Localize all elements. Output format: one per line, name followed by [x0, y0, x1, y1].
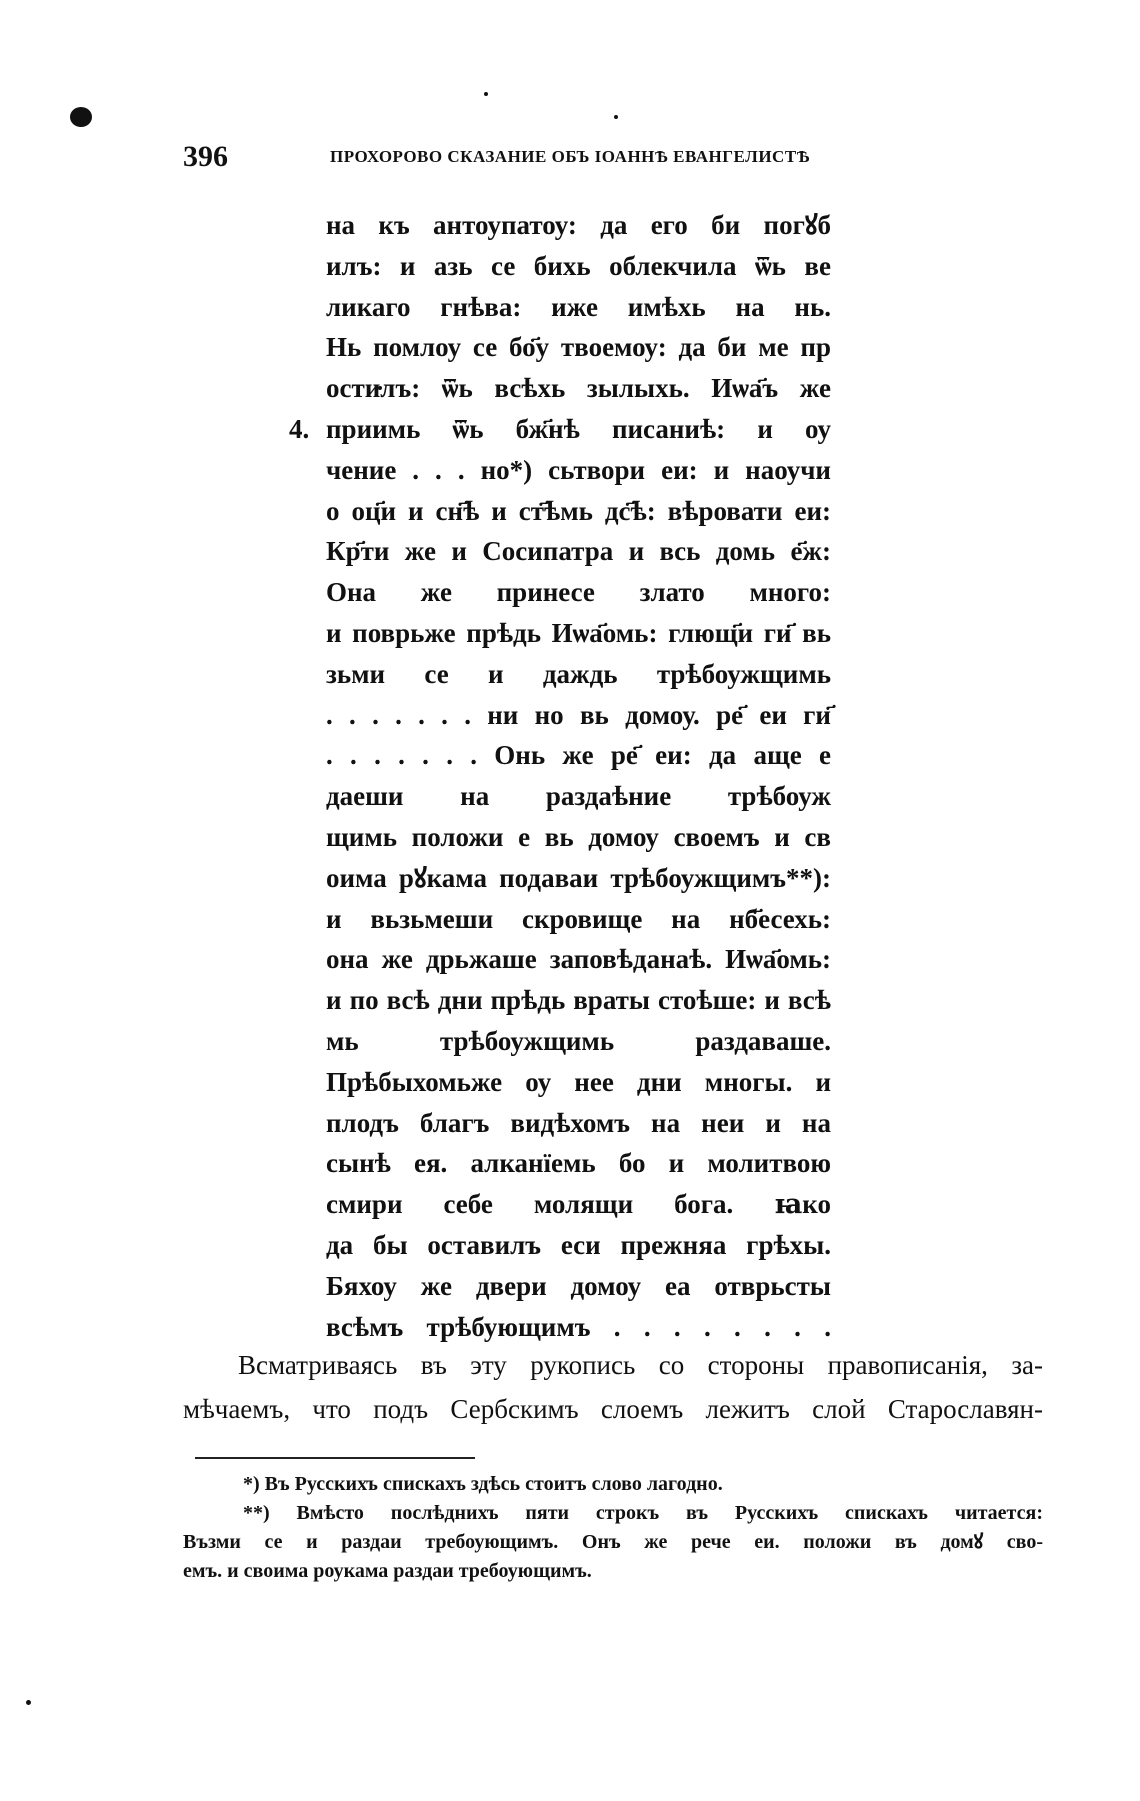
- quote-line: Бяхоу же двери домоу еа отврьсты: [326, 1270, 831, 1301]
- footnote-2-line: **) Вмѣсто послѣднихъ пяти строкъ въ Русскихъ спискахъ читается:: [243, 1502, 1043, 1524]
- quote-line: . . . . . . . ни но вь домоу. ре҃ еи ги҃: [326, 699, 831, 730]
- footnote-1: *) Въ Русскихъ спискахъ здѣсь стоитъ слово лагодно.: [243, 1473, 723, 1495]
- quote-line: Нь помлоу се бо҃у твоемоу: да би ме пр: [326, 332, 831, 363]
- quote-line-numbered: [289, 409, 831, 450]
- body-paragraph: [183, 1343, 1043, 1431]
- quote-line-text: приимь ѿь бж҃нѣ писаниѣ: и оу: [326, 413, 831, 444]
- quote-line: и вьзьмеши скровище на нб҃есехь:: [326, 903, 831, 934]
- quote-line: даеши на раздаѣние трѣбоуж: [326, 781, 831, 812]
- quote-line: и поврьже прѣдь Иѡа҃омь: глющ҃и ги҃ вь: [326, 617, 831, 648]
- quote-line: она же дрьжаше заповѣданаѣ. Иѡа҃омь:: [326, 944, 831, 975]
- quote-line: да бы оставилъ еси прежняа грѣхы.: [326, 1229, 831, 1260]
- quote-line: . . . . . . . Онь же ре҃ еи: да аще е: [326, 740, 831, 771]
- quote-line: щимь положи е вь домоу своемъ и св: [326, 821, 831, 852]
- quote-line: о оц҃и и сн҃ѣ и ст҃ѣмь дс҃ѣ: вѣровати еи:: [326, 495, 831, 526]
- quote-line: оима рꙋкама подаваи трѣбоужщимъ**):: [326, 862, 831, 893]
- footnotes: [183, 1470, 1043, 1586]
- quoted-manuscript-text: [289, 205, 831, 1347]
- body-line: Всматриваясь въ эту рукопись со стороны правописанія, за-: [238, 1350, 1043, 1380]
- quote-line: ликаго гнѣва: иже имѣхь на нь.: [326, 291, 831, 322]
- page-number: 396: [183, 140, 228, 173]
- quote-line: плодъ благъ видѣхомъ на неи и на: [326, 1107, 831, 1138]
- quote-line: зьми се и даждь трѣбоужщимь: [326, 658, 831, 689]
- quote-line: чение . . . но*) сьтвори еи: и наоучи: [326, 454, 831, 485]
- quote-line: и по всѣ дни прѣдь враты стоѣше: и всѣ: [326, 985, 831, 1016]
- ink-speck: [484, 92, 488, 96]
- quote-line: Кр҃ти же и Сосипатра и вcь домь е҃ж:: [326, 536, 831, 567]
- quote-line: на къ антоупатоу: да его би погꙋб: [326, 210, 831, 240]
- footnote-2-line: емъ. и своима роукама раздаи требоующимъ.: [183, 1560, 592, 1582]
- ink-speck: [614, 115, 618, 119]
- quote-line: остилъ: ѿь всѣхь зылыхь. Иѡа҃ъ же: [326, 373, 831, 404]
- quote-line: Прѣбыхомьже оу нее дни многы. и: [326, 1066, 831, 1097]
- running-title: ПРОХОРОВО СКАЗАНИЕ ОБЪ ІОАННѢ ЕВАНГЕЛИСТѢ: [330, 147, 811, 166]
- ink-blot: [70, 107, 92, 127]
- page-header: [0, 140, 1140, 180]
- body-line: мѣчаемъ, что подъ Сербскимъ слоемъ лежитъ слой Старославян-: [183, 1394, 1043, 1424]
- quote-line: мь трѣбоужщимь раздаваше.: [326, 1025, 831, 1056]
- verse-number: 4.: [289, 413, 310, 444]
- quote-line: всѣмъ трѣбующимъ . . . . . . . .: [326, 1311, 831, 1342]
- ink-speck: [26, 1700, 31, 1705]
- quote-line: илъ: и азь се бихь облекчила ѿь ве: [326, 250, 831, 281]
- footnote-divider: [195, 1457, 475, 1459]
- quote-line: Она же принесе злато много:: [326, 577, 831, 608]
- quote-line: сынѣ ея. алканїемь бо и молитвою: [326, 1148, 831, 1179]
- quote-line: смири себе молящи бога. ꙗко: [326, 1189, 831, 1220]
- footnote-2-line: Възми се и раздаи требоующимъ. Онъ же рече еи. положи въ домꙋ сво-: [183, 1531, 1043, 1553]
